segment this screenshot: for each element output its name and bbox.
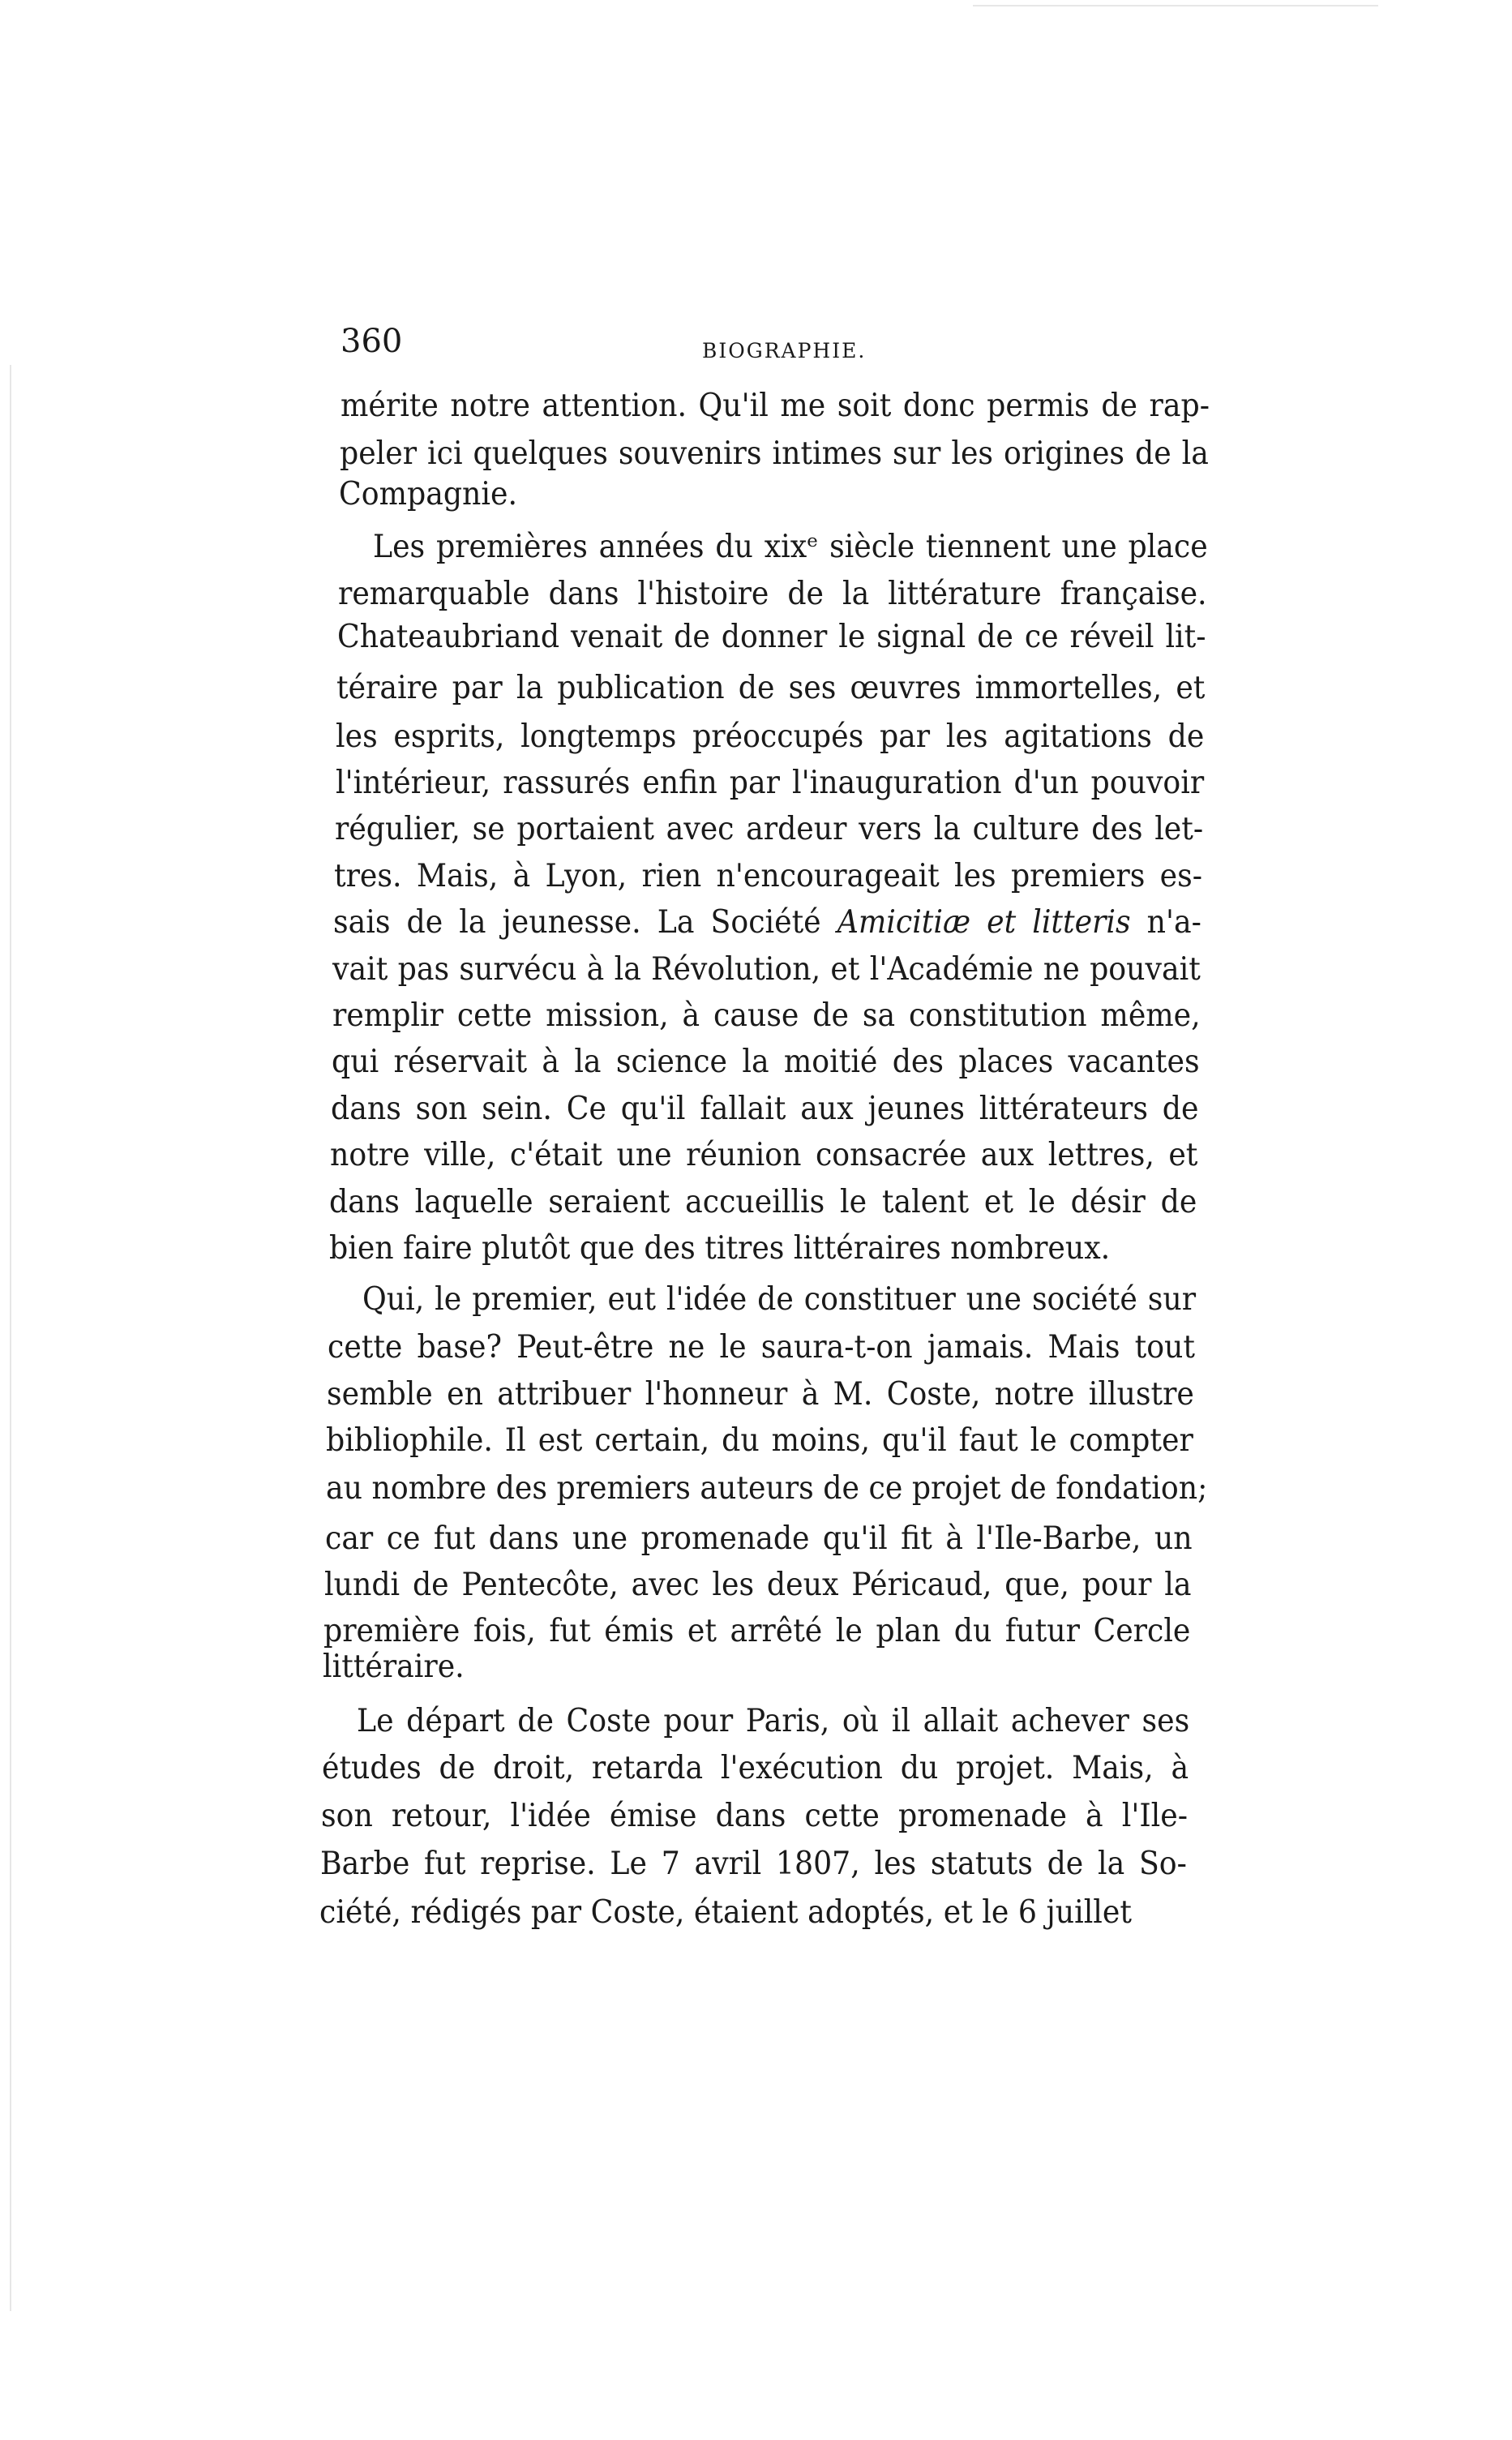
text-segment: littéraire.: [323, 1649, 465, 1685]
text-segment: car ce fut dans une promenade qu'il fit à l'Ile-Barbe, un: [324, 1520, 1193, 1557]
text-segment: Qui, le premier, eut l'idée de constituer une société sur: [362, 1281, 1196, 1318]
text-segment: remarquable dans l'histoire de la littérature française.: [337, 576, 1207, 612]
text-segment: les esprits, longtemps préoccupés par les agitations de: [336, 718, 1205, 755]
text-segment: lundi de Pentecôte, avec les deux Péricaud, que, pour la: [324, 1567, 1192, 1603]
text-line: [331, 1090, 1198, 1129]
text-line: [340, 435, 1209, 474]
text-line: [325, 1469, 1207, 1508]
text-segment: remplir cette mission, à cause de sa constitution même,: [332, 997, 1201, 1034]
text-segment: tres. Mais, à Lyon, rien n'encourageait les premiers es-: [334, 858, 1202, 894]
text-line: [335, 810, 1203, 849]
text-segment: notre ville, c'était une réunion consacrée aux lettres, et: [330, 1137, 1198, 1173]
text-segment: semble en attribuer l'honneur à M. Coste, notre illustre: [327, 1376, 1195, 1413]
text-segment: mérite notre attention. Qu'il me soit donc permis de rap-: [341, 388, 1210, 424]
text-line: [334, 857, 1202, 896]
italic-text: Amicitiæ et litteris: [837, 904, 1131, 941]
text-line: [333, 903, 1201, 942]
text-line: [327, 1375, 1194, 1414]
text-segment: Barbe fut reprise. Le 7 avril 1807, les statuts de la So-: [320, 1846, 1188, 1882]
text-line: [320, 1845, 1187, 1884]
text-line: [332, 950, 1201, 989]
running-head: BIOGRAPHIE.: [702, 339, 867, 362]
text-line: [357, 1702, 1189, 1741]
text-line: [319, 1893, 1132, 1932]
text-segment: qui réservait à la science la moitié des places vacantes: [331, 1044, 1200, 1080]
text-line: [323, 1612, 1190, 1651]
text-segment: régulier, se portaient avec ardeur vers la culture des let-: [334, 811, 1203, 847]
text-line: [339, 475, 517, 514]
text-line: [324, 1566, 1192, 1605]
text-line: [362, 1280, 1196, 1319]
text-line: [337, 618, 1206, 657]
text-segment: l'intérieur, rassurés enfin par l'inauguration d'un pouvoir: [335, 765, 1204, 801]
text-segment: Les premières années du xixᵉ siècle tiennent une place: [372, 529, 1208, 565]
text-line: [336, 718, 1204, 757]
scan-edge-top: [973, 5, 1378, 6]
text-segment: vait pas survécu à la Révolution, et l'Académie ne pouvait: [332, 951, 1201, 988]
text-segment: cette base? Peut-être ne le saura-t-on jamais. Mais tout: [328, 1329, 1195, 1366]
text-line: [329, 1229, 1110, 1268]
text-segment: n'a-: [1130, 904, 1202, 941]
scan-edge-left: [10, 365, 11, 2311]
text-line: [373, 528, 1208, 567]
text-line: [328, 1328, 1195, 1367]
text-segment: ciété, rédigés par Coste, étaient adoptés, et le 6 juillet: [319, 1894, 1133, 1931]
text-line: [338, 575, 1207, 614]
text-line: [341, 387, 1210, 426]
text-segment: Chateaubriand venait de donner le signal de ce réveil lit-: [337, 619, 1206, 655]
text-line: [336, 764, 1204, 803]
text-line: [325, 1520, 1193, 1559]
text-line: [329, 1183, 1197, 1222]
text-segment: sais de la jeunesse. La Société: [333, 904, 837, 941]
text-line: [330, 1136, 1197, 1175]
text-line: [332, 997, 1201, 1036]
text-segment: au nombre des premiers auteurs de ce projet de fondation;: [325, 1470, 1207, 1507]
text-segment: bien faire plutôt que des titres littéraires nombreux.: [328, 1230, 1110, 1267]
text-segment: son retour, l'idée émise dans cette promenade à l'Ile-: [321, 1798, 1188, 1834]
text-line: [326, 1422, 1193, 1460]
text-line: [323, 1648, 465, 1687]
text-segment: dans laquelle seraient accueillis le talent et le désir de: [329, 1184, 1197, 1220]
text-segment: Le départ de Coste pour Paris, où il allait achever ses: [356, 1703, 1189, 1739]
text-segment: dans son sein. Ce qu'il fallait aux jeunes littérateurs de: [331, 1091, 1199, 1127]
text-segment: téraire par la publication de ses œuvres immortelles, et: [336, 670, 1206, 706]
page-number: 360: [341, 323, 403, 360]
text-segment: peler ici quelques souvenirs intimes sur les origines de la: [340, 435, 1210, 472]
text-segment: première fois, fut émis et arrêté le plan du futur Cercle: [323, 1613, 1191, 1649]
text-segment: Compagnie.: [339, 476, 518, 512]
text-line: [322, 1749, 1189, 1788]
text-line: [336, 669, 1205, 708]
text-segment: études de droit, retarda l'exécution du projet. Mais, à: [321, 1750, 1189, 1786]
text-line: [321, 1797, 1188, 1836]
text-segment: bibliophile. Il est certain, du moins, qu'il faut le compter: [326, 1422, 1194, 1459]
text-line: [332, 1043, 1200, 1082]
